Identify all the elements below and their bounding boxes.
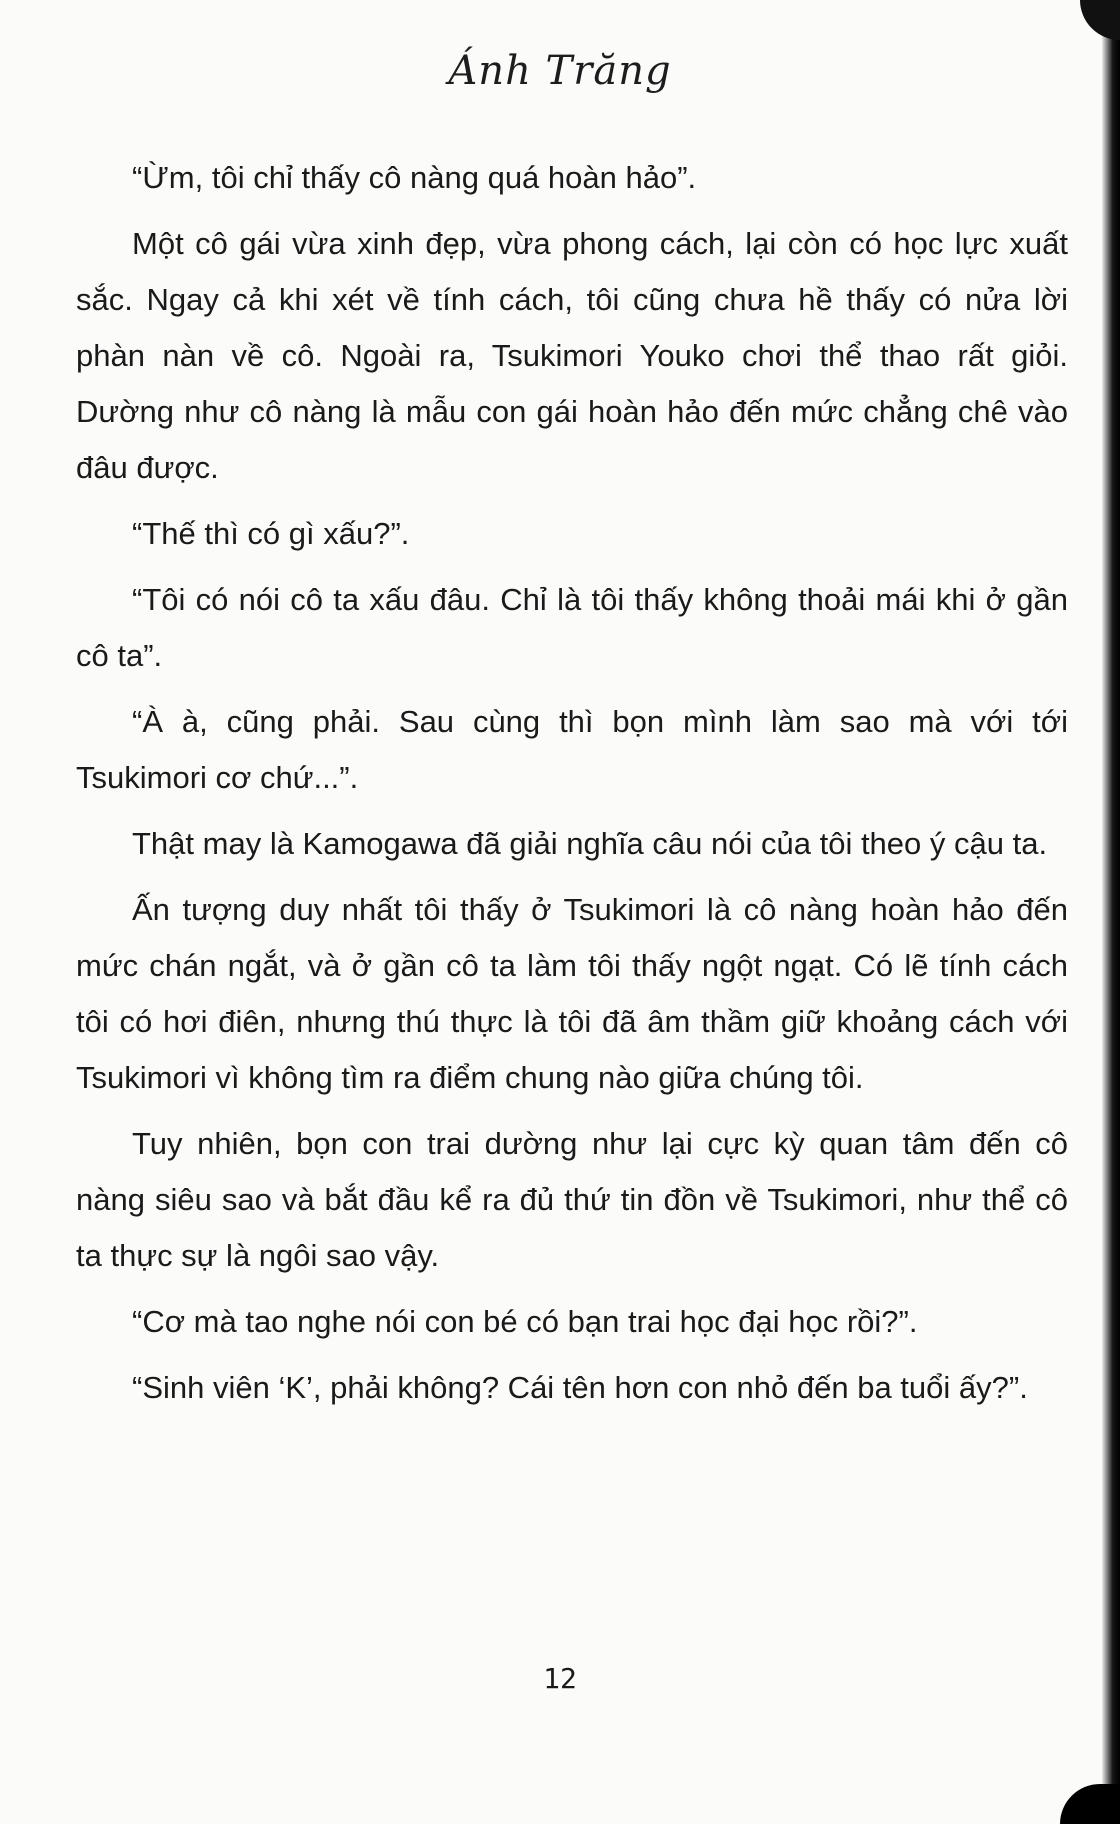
paragraph: “Ừm, tôi chỉ thấy cô nàng quá hoàn hảo”. <box>132 160 697 195</box>
paragraph: Ấn tượng duy nhất tôi thấy ở Tsukimori là cô nàng hoàn hảo đến mức chán ngắt, và ở gần cô ta làm tôi thấy ngột ngạt. Có lẽ tính cách tôi có hơi điên, nhưng thú thực là tôi đã âm thầm giữ khoảng cách với Tsukimori vì không tìm ra điểm chung nào giữa chúng tôi. <box>76 892 1068 1095</box>
paragraph: “Cơ mà tao nghe nói con bé có bạn trai học đại học rồi?”. <box>132 1304 918 1339</box>
paragraph: “Thế thì có gì xấu?”. <box>132 516 410 551</box>
paragraph: “À à, cũng phải. Sau cùng thì bọn mình làm sao mà với tới Tsukimori cơ chứ...”. <box>76 704 1068 795</box>
paragraph: “Sinh viên ‘K’, phải không? Cái tên hơn con nhỏ đến ba tuổi ấy?”. <box>132 1370 1028 1405</box>
running-head: Ánh Trăng <box>448 48 672 94</box>
paragraph: “Tôi có nói cô ta xấu đâu. Chỉ là tôi thấy không thoải mái khi ở gần cô ta”. <box>76 582 1068 673</box>
page-corner-bottom <box>1060 1784 1120 1824</box>
page-edge-shadow <box>1102 0 1120 1824</box>
body-text <box>76 150 1068 1426</box>
paragraph: Một cô gái vừa xinh đẹp, vừa phong cách, lại còn có học lực xuất sắc. Ngay cả khi xét về tính cách, tôi cũng chưa hề thấy có nửa lời phàn nàn về cô. Ngoài ra, Tsukimori Youko chơi thể thao rất giỏi. Dường như cô nàng là mẫu con gái hoàn hảo đến mức chẳng chê vào đâu được. <box>76 226 1068 485</box>
page-number: 12 <box>543 1662 577 1695</box>
paragraph: Tuy nhiên, bọn con trai dường như lại cực kỳ quan tâm đến cô nàng siêu sao và bắt đầu kể ra đủ thứ tin đồn về Tsukimori, như thể cô ta thực sự là ngôi sao vậy. <box>76 1126 1068 1273</box>
page-corner-top <box>1080 0 1120 40</box>
paragraph: Thật may là Kamogawa đã giải nghĩa câu nói của tôi theo ý cậu ta. <box>132 826 1048 861</box>
